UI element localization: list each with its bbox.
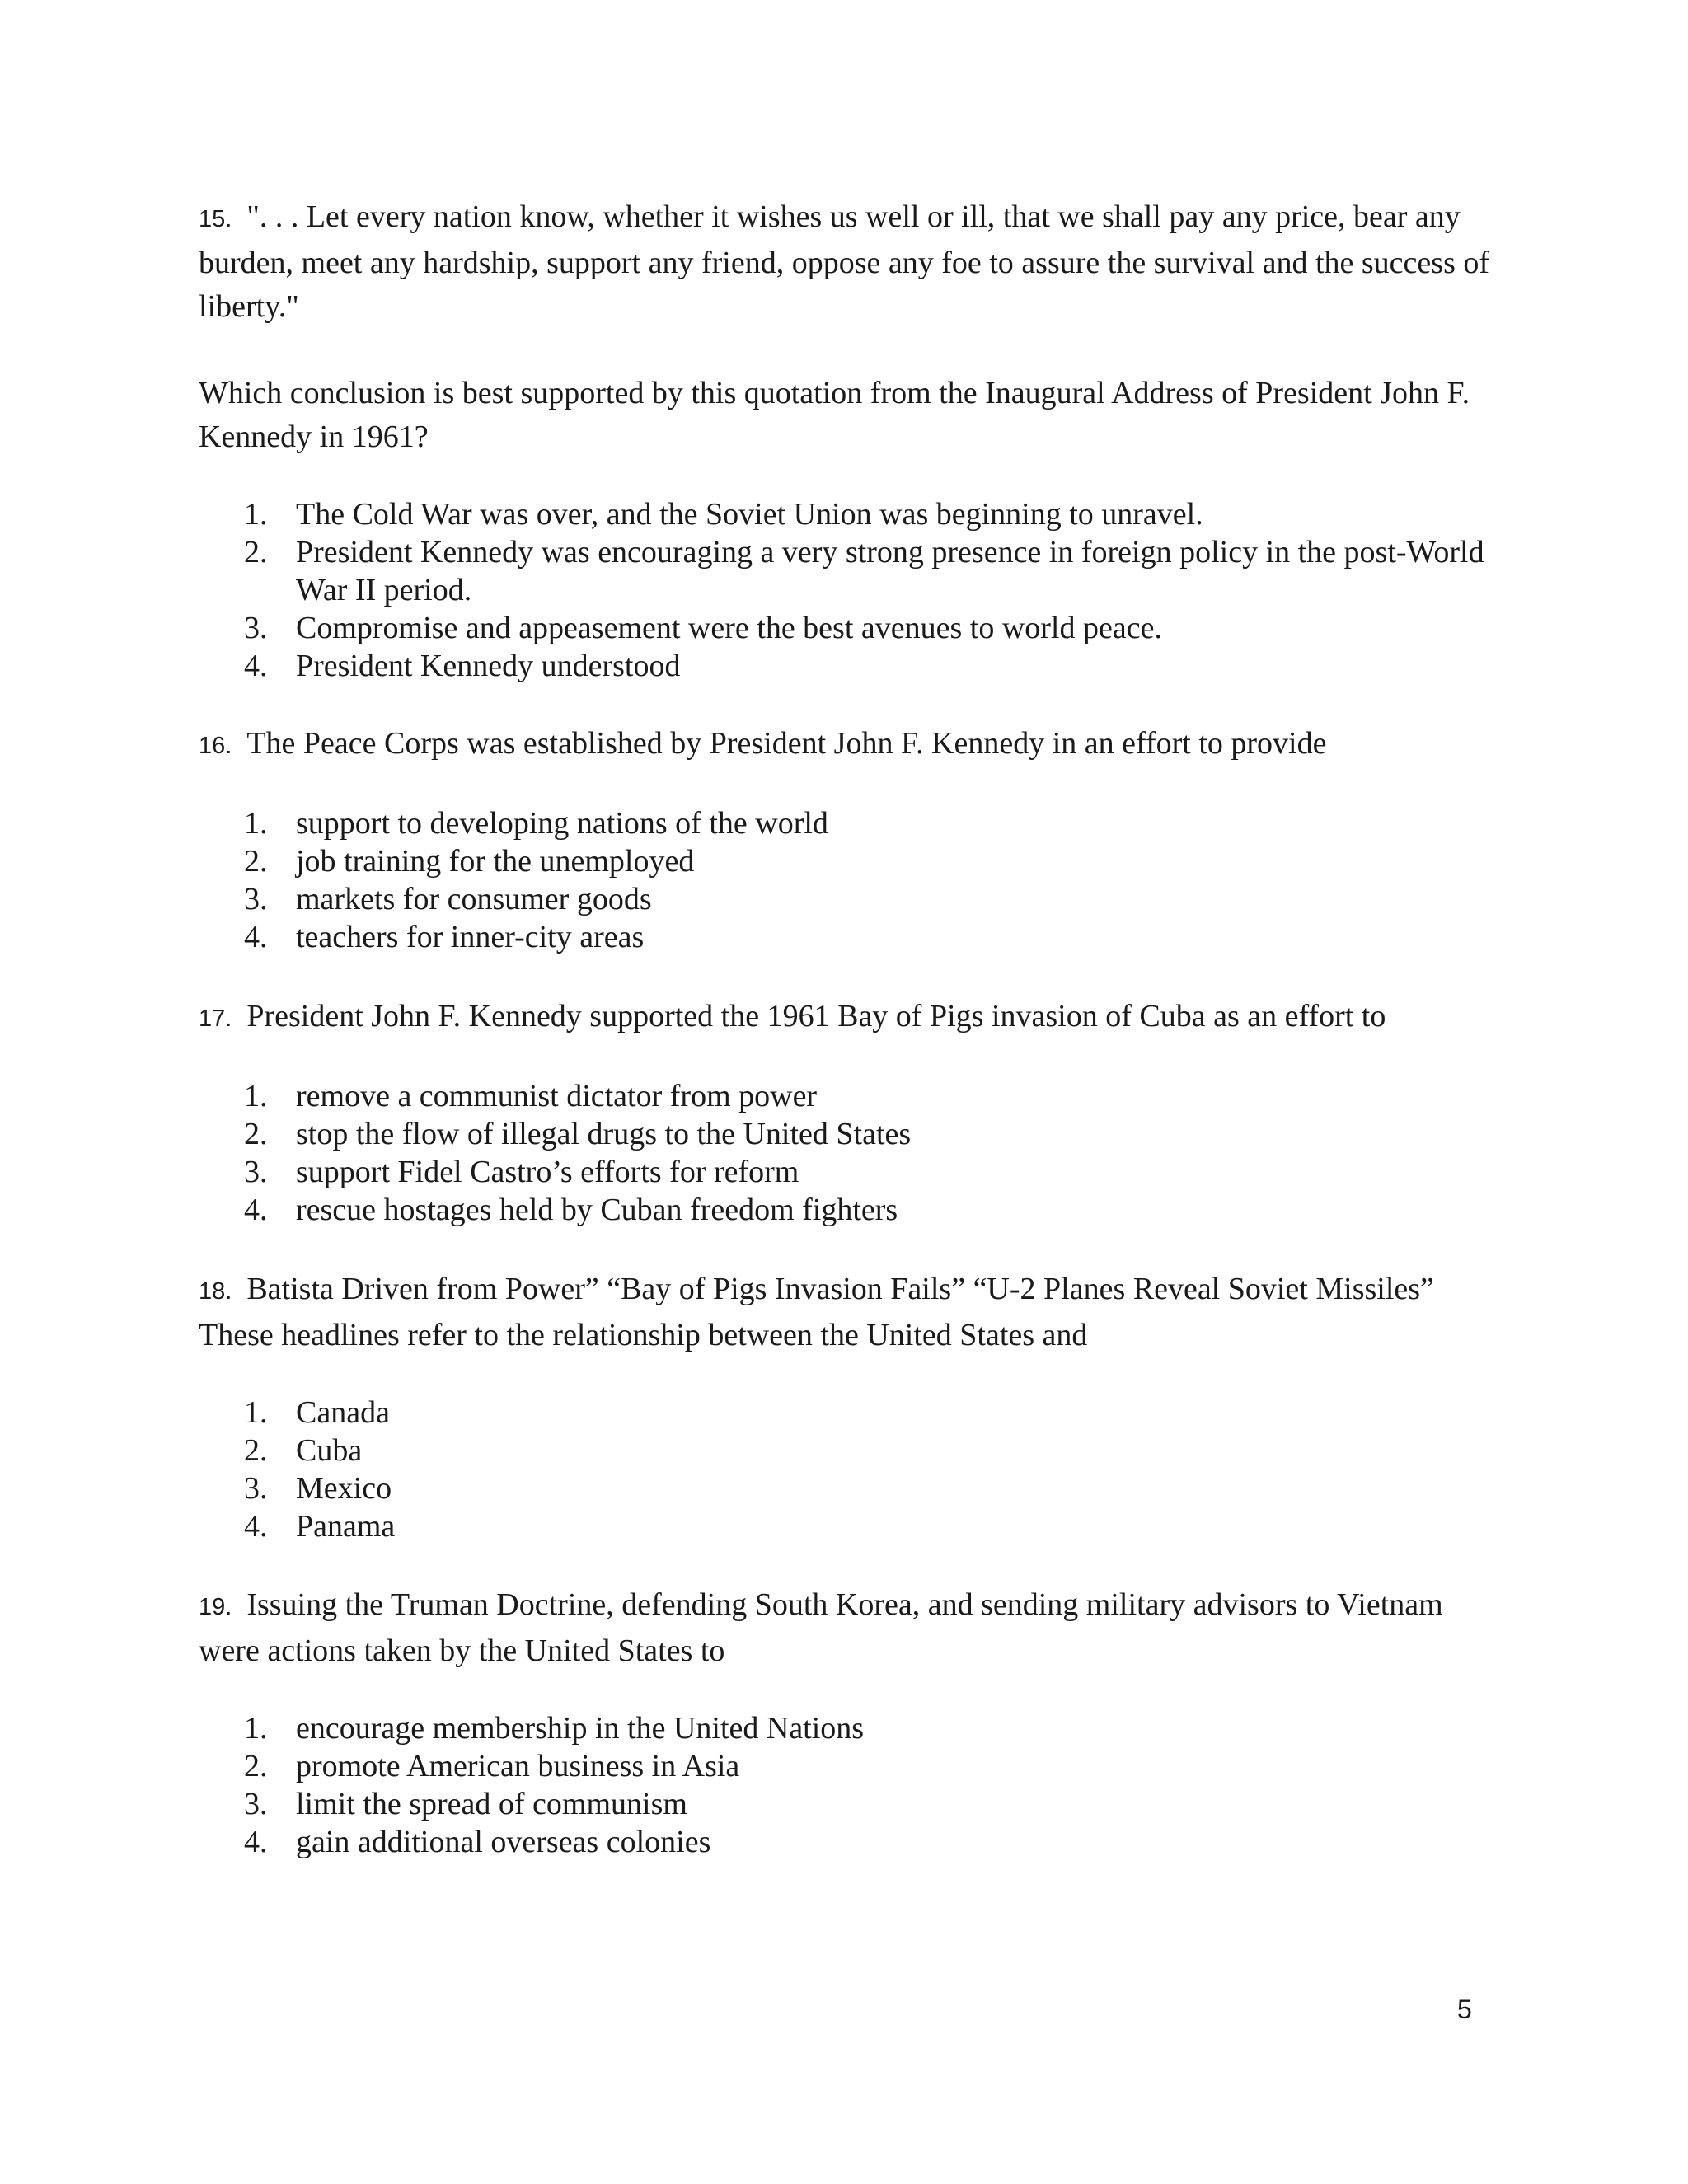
answer-option [199,1823,1493,1861]
answer-option [199,1191,1493,1229]
option-number: 3. [244,1155,268,1189]
option-text: support to developing nations of the world [296,806,828,841]
option-text: Cuba [296,1433,363,1468]
option-text: The Cold War was over, and the Soviet Union was beginning to unravel. [296,497,1203,532]
option-number: 3. [244,1787,268,1821]
answer-option [199,880,1493,918]
answer-option [199,533,1493,609]
option-text: rescue hostages held by Cuban freedom fighters [296,1193,898,1227]
option-number: 4. [244,649,268,683]
option-text: markets for consumer goods [296,882,652,916]
option-number: 1. [244,806,268,841]
option-number: 1. [244,1711,268,1746]
option-number: 1. [244,497,268,532]
option-number: 3. [244,1471,268,1506]
option-text: job training for the unemployed [296,844,695,879]
option-text: Mexico [296,1471,392,1506]
question-18 [199,1268,1493,1545]
question-prompt [199,1583,1493,1673]
question-number: 19. [199,1594,232,1620]
option-number: 3. [244,882,268,916]
question-prompt [199,195,1493,329]
answer-option [199,1469,1493,1507]
option-text: Panama [296,1509,396,1544]
answer-option [199,1747,1493,1785]
answer-option [199,609,1493,647]
answer-options [199,804,1493,956]
answer-option [199,1394,1493,1432]
question-number: 18. [199,1278,232,1305]
answer-option [199,1077,1493,1115]
option-number: 2. [244,535,268,569]
option-number: 2. [244,1117,268,1151]
answer-option [199,495,1493,533]
question-prompt [199,995,1493,1041]
answer-option [199,1507,1493,1545]
option-text: teachers for inner-city areas [296,920,645,954]
option-number: 4. [244,1509,268,1544]
answer-options [199,495,1493,685]
question-number: 15. [199,206,232,232]
answer-option [199,1709,1493,1747]
answer-options [199,1394,1493,1545]
question-prompt [199,1268,1493,1357]
answer-option [199,1785,1493,1823]
option-text: promote American business in Asia [296,1749,740,1783]
option-number: 2. [244,844,268,879]
option-text: Compromise and appeasement were the best avenues to world peace. [296,611,1162,645]
answer-option [199,1115,1493,1153]
answer-option [199,1432,1493,1469]
answer-option [199,918,1493,956]
answer-option [199,1153,1493,1191]
option-text: President Kennedy was encouraging a very strong presence in foreign policy in the post-World War II period. [296,535,1484,607]
question-number: 17. [199,1005,232,1032]
question-number: 16. [199,733,232,759]
option-text: remove a communist dictator from power [296,1079,818,1113]
option-number: 2. [244,1433,268,1468]
question-text: The Peace Corps was established by President John F. Kennedy in an effort to provide [246,726,1327,761]
option-text: limit the spread of communism [296,1787,687,1821]
option-number: 4. [244,1193,268,1227]
option-number: 3. [244,611,268,645]
option-text: Canada [296,1395,390,1430]
option-text: President Kennedy understood [296,649,681,683]
question-15 [199,195,1493,685]
question-17 [199,995,1493,1229]
answer-option [199,842,1493,880]
answer-option [199,647,1493,685]
option-number: 1. [244,1395,268,1430]
option-number: 2. [244,1749,268,1783]
answer-options [199,1709,1493,1861]
option-number: 4. [244,1825,268,1859]
option-text: encourage membership in the United Nations [296,1711,865,1746]
option-number: 1. [244,1079,268,1113]
question-text: President John F. Kennedy supported the 1961 Bay of Pigs invasion of Cuba as an effort to [246,999,1386,1033]
option-text: gain additional overseas colonies [296,1825,711,1859]
option-number: 4. [244,920,268,954]
page-number: 5 [1457,1994,1472,2024]
question-16 [199,722,1493,956]
question-followup: Which conclusion is best supported by this quotation from the Inaugural Address of President John F. Kennedy in 1961? [199,376,1470,454]
option-text: stop the flow of illegal drugs to the United States [296,1117,912,1151]
question-text: Issuing the Truman Doctrine, defending South Korea, and sending military advisors to Vietnam were actions taken by the United States to [199,1587,1443,1668]
question-prompt [199,722,1493,768]
question-19 [199,1583,1493,1861]
answer-option [199,804,1493,842]
option-text: support Fidel Castro’s efforts for reform [296,1155,799,1189]
answer-options [199,1077,1493,1229]
question-text: ". . . Let every nation know, whether it wishes us well or ill, that we shall pay any price, bear any burden, meet any hardship, support any friend, oppose any foe to assure the survival and the success of liberty." [199,199,1490,324]
question-text: Batista Driven from Power” “Bay of Pigs Invasion Fails” “U-2 Planes Reveal Soviet Missiles” These headlines refer to the relationship between the United States and [199,1272,1434,1352]
